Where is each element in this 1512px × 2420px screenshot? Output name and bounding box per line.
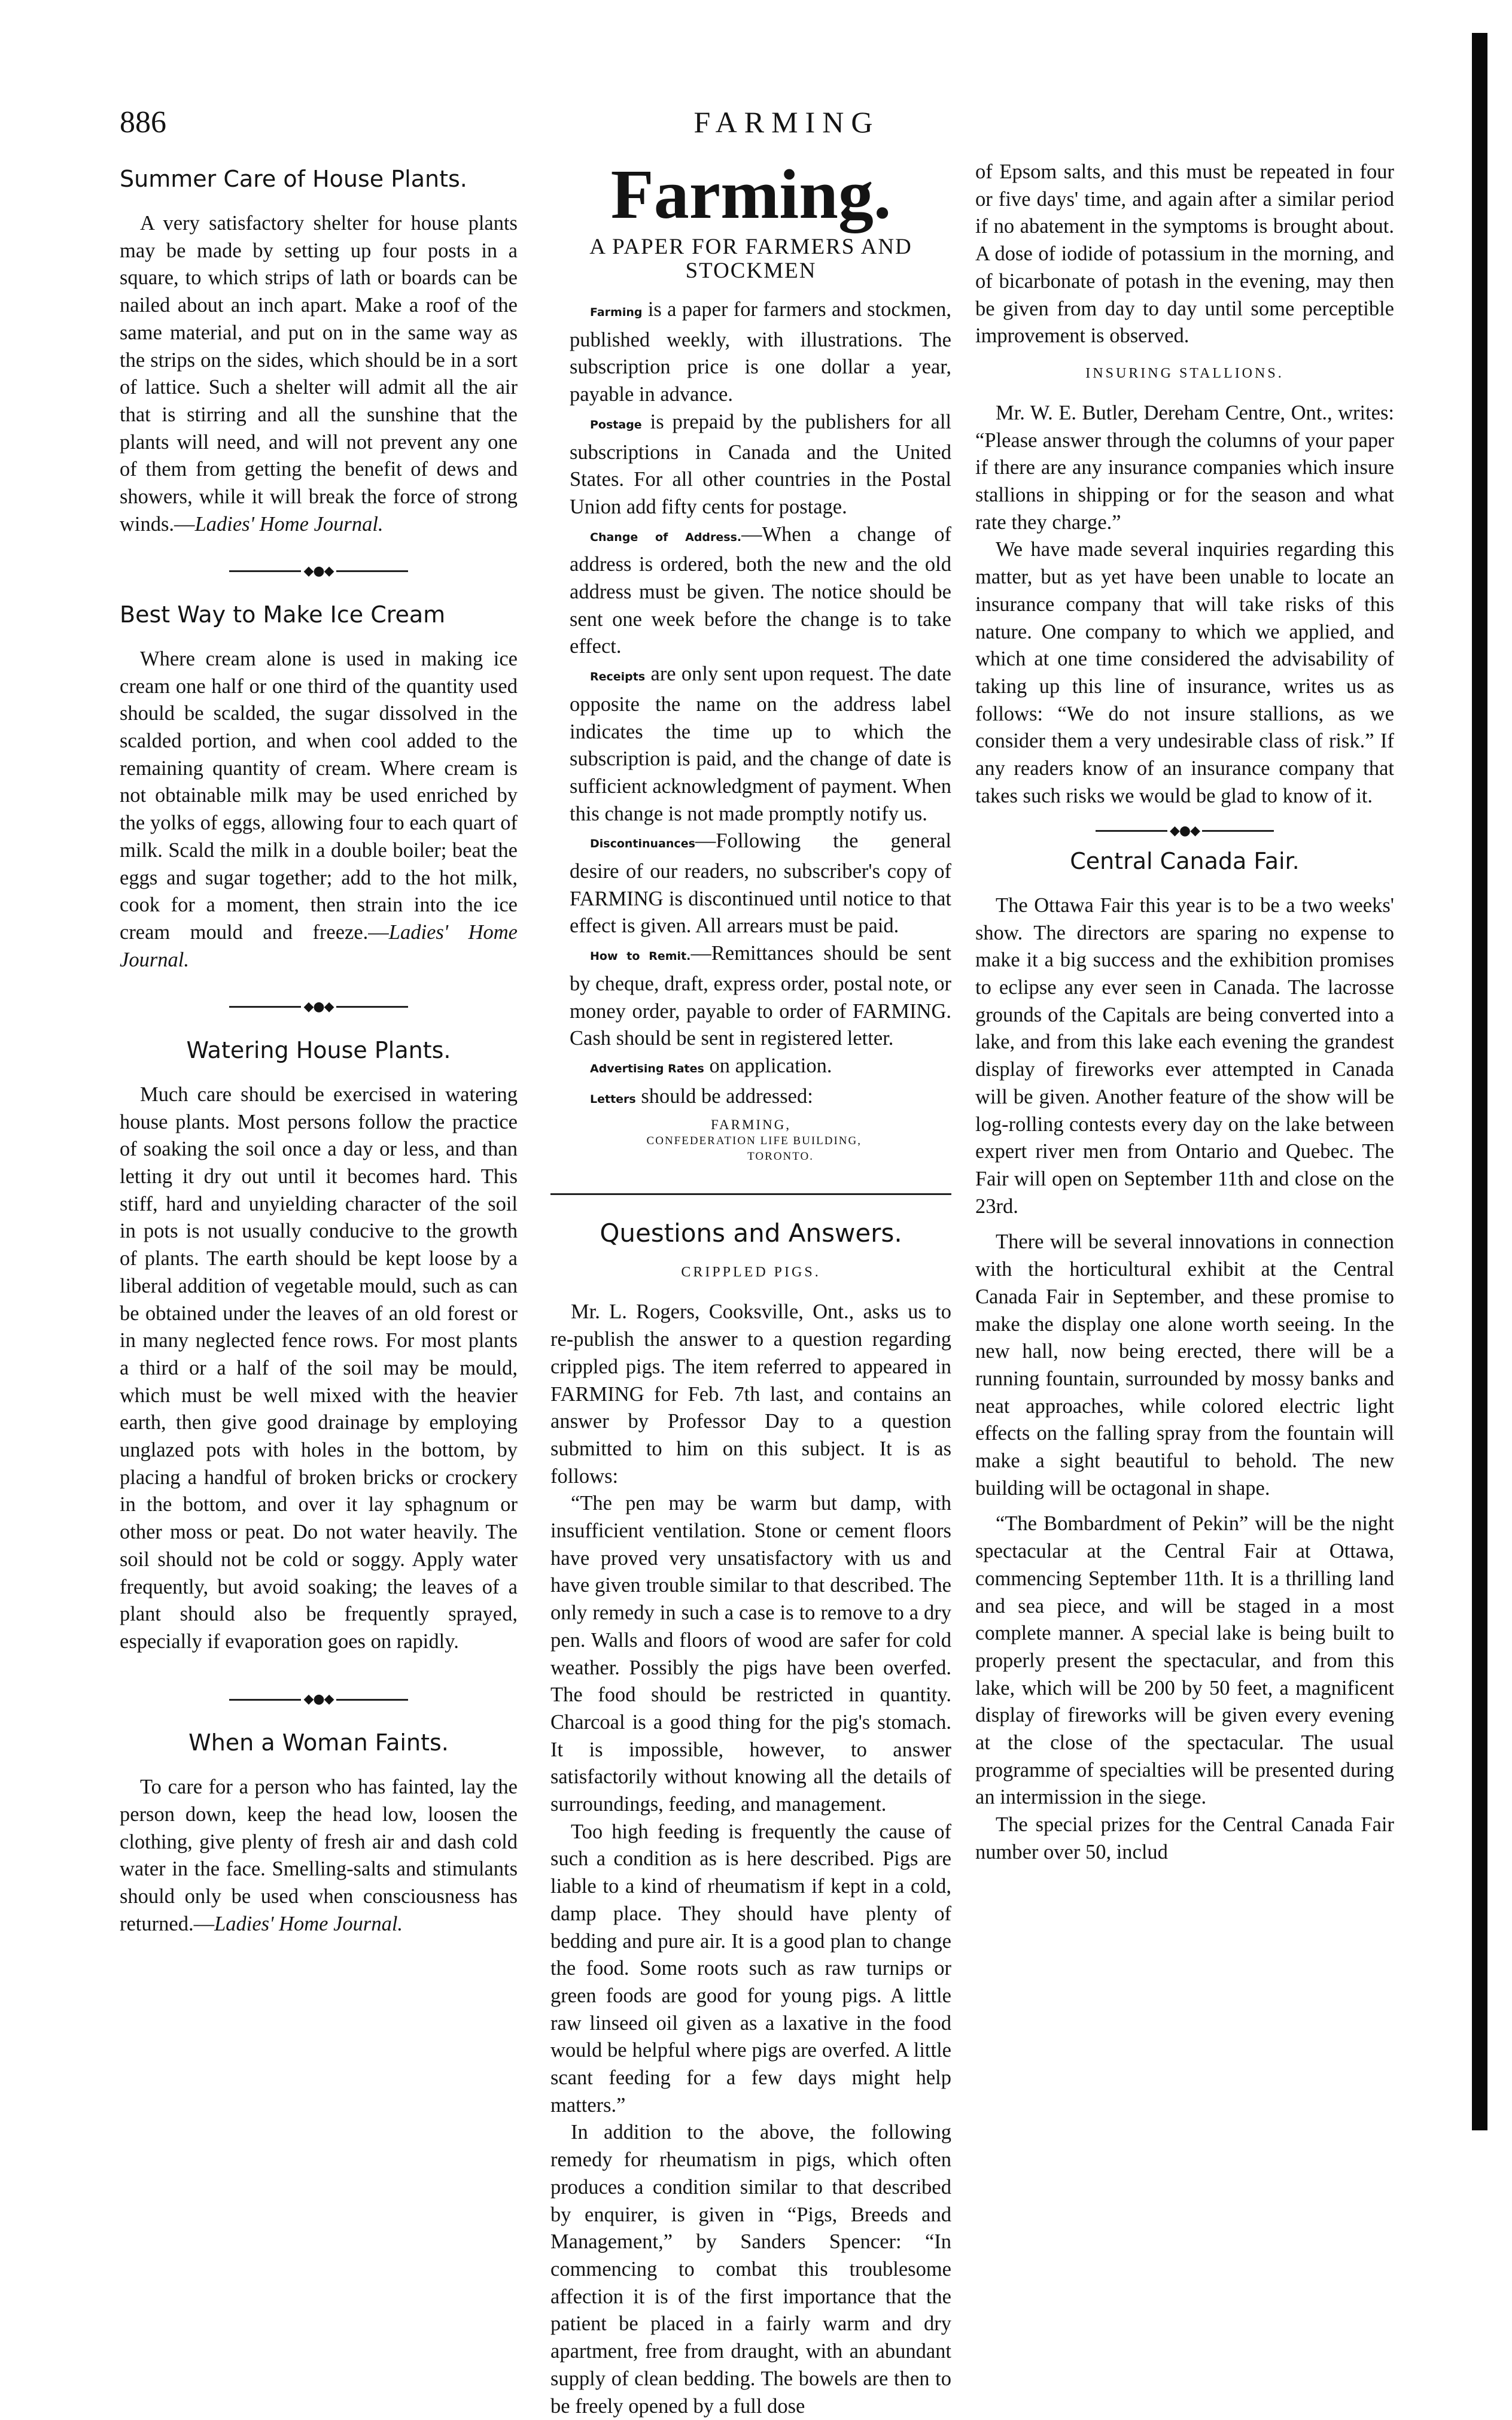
qa-paragraph: Mr. L. Rogers, Cooksville, Ont., asks us to re-publish the answer to a question regarding crippled pigs. The item referred to appeared in FARMING for Feb. 7th last, and contains an answer by Professor Day to a question submitted to him on this subject. It is as follows:: [550, 1300, 951, 1488]
article-title-faints: When a Woman Faints.: [188, 1729, 449, 1756]
qa-paragraph: In addition to the above, the following remedy for rheumatism in pigs, which often produces a condition similar to that described by enquirer, is given in “Pigs, Breeds and Management,” by Sanders Spencer: “In commencing to combat this troublesome affection it is of the first importance that the patient be placed in a fairly warm and dry apartment, free from draught, with an abundant supply of clean bedding. The bowels are then to be freely opened by a full dose: [550, 2121, 951, 2418]
publisher-name: FARMING,: [710, 1117, 792, 1133]
column-middle: [550, 155, 951, 2418]
insuring-paragraph: Mr. W. E. Butler, Dereham Centre, Ont., writes: “Please answer through the columns of your paper if there are any insurance companies which insure stallions in shipping or for the season and what rate they charge.”: [975, 401, 1394, 534]
faints-text: To care for a person who has fainted, lay the person down, keep the head low, loosen the clothing, give plenty of fresh air and dash cold water in the face. Smelling-salts and stimulants should only be used when consciousness has returned.—: [120, 1776, 518, 1935]
term-item: Farming is a paper for farmers and stockmen, published weekly, with illustrations. The subscription price is one dollar a year, payable in advance.: [570, 298, 951, 406]
publisher-address: CONFEDERATION LIFE BUILDING,: [646, 1135, 862, 1148]
page-number: 886: [120, 105, 166, 139]
summer-text: A very satisfactory shelter for house plants may be made by setting up four posts in a square, to which strips of lath or boards can be nailed about an inch apart. Make a roof of the same material, and put on in the same way as the strips on the sides, which should be in a sort of lattice. Such a shelter will admit all the air that is stirring and all the sunshine that the plants will need, and will not prevent any one of them from getting the benefit of dews and showers, while it will break the force of strong winds.—: [120, 212, 518, 536]
fair-paragraph: The special prizes for the Central Canada Fair number over 50, includ: [975, 1813, 1394, 1863]
section-title-qa: Questions and Answers.: [600, 1218, 902, 1248]
ice-cream-text: Where cream alone is used in making ice cream one half or one third of the quantity used should be scalded, the sugar dissolved in the scalded portion, and when cool added to the remaining quantity of cream. Where cream is not obtainable milk may be used enriched by the yolks of eggs, allowing four to each quart of milk. Scald the milk in a double boiler; beat the eggs and sugar together; add to the hot milk, cook for a moment, then strain into the ice cream mould and freeze.—: [120, 647, 518, 944]
separator-ornament: ◆●◆: [120, 563, 518, 579]
fair-paragraph: There will be several innovations in connection with the horticultural exhibit at the Central Canada Fair in September, and these promise to make the display one alone worth seeing. In the new hall, now being erected, there will be a running fountain, surrounded by mossy banks and neat approaches, while colored electric light effects on the falling spray from the fountain will make a sight beautiful to behold. The new building will be octagonal in shape.: [975, 1230, 1394, 1500]
article-body-ice-cream: [120, 646, 518, 974]
summer-source: Ladies' Home Journal.: [194, 512, 384, 536]
article-body-faints: [120, 1774, 518, 1938]
running-head: FARMING: [693, 105, 880, 139]
separator-ornament: ◆●◆: [120, 999, 518, 1014]
fair-paragraph: “The Bombardment of Pekin” will be the night spectacular at the Central Fair at Ottawa, commencing September 11th. It is a thrilling land and sea piece, and will be staged in a most complete manner. A special lake is being built to properly present the spectacular, and from this lake, which will be 200 by 50 feet, a magnificent display of fireworks will be given every evening at the close of the spectacular. The usual programme of specialties will be presented during an intermission in the siege.: [975, 1512, 1394, 1809]
page-edge-bar: [1472, 33, 1487, 2130]
ice-cream-source: Ladies' Home Journal.: [120, 920, 518, 971]
article-title-summer: Summer Care of House Plants.: [120, 166, 467, 192]
term-item: Postage is prepaid by the publishers for all subscriptions in Canada and the United States. For all other countries in the Postal Union add fifty cents for postage.: [570, 410, 951, 518]
qa-subhead: CRIPPLED PIGS.: [681, 1264, 821, 1281]
article-body-watering: Much care should be exercised in watering house plants. Most persons follow the practice of soaking the soil once a day or less, and than letting it dry out until it becomes hard. This stiff, hard and unyielding character of the soil in pots is not usually conducive to the growth of plants. The earth should be kept loose by a liberal addition of vegetable mould, such as can be obtained under the leaves of an old forest or in many neglected fence rows. For most plants a third or a half of the soil may be mould, which must be well mixed with the heavier earth, then give good drainage by employing unglazed pots with holes in the bottom, by placing a handful of broken bricks or crockery in the bottom, and over it lay sphagnum or other moss or peat. Do not water heavily. The soil should not be cold or soggy. Apply water frequently, but avoid soaking; the leaves of a plant should also be frequently sprayed, especially if evaporation goes on rapidly.: [120, 1083, 518, 1653]
qa-paragraph: Too high feeding is frequently the cause of such a condition as is here described. Pigs are liable to a kind of rheumatism if kept in a cold, damp place. They should have plenty of bedding and pure air. It is a good plan to change the food. Some roots such as raw turnips or green foods are good for young pigs. A little raw linseed oil given as a laxative in the food would be helpful where pigs are overfed. A little scant feeding for a few days might help matters.”: [550, 1820, 951, 2117]
column-left: [120, 159, 518, 2145]
separator-ornament: ◆●◆: [120, 1692, 518, 1707]
masthead-terms: [550, 296, 951, 1113]
term-item: Advertising Rates on application.: [590, 1054, 832, 1077]
masthead-title: Farming.: [610, 155, 892, 233]
insuring-paragraph: We have made several inquiries regarding this matter, but as yet have been unable to locate an insurance company that will take risks of this nature. One company to which we applied, and which at one time considered the advisability of taking up this line of insurance, writes us as follows: “We do not insure stallions, as we consider them a very undesirable class of risk.” If any readers know of an insurance company that takes such risks we would be glad to know of it.: [975, 538, 1394, 807]
term-item: Receipts are only sent upon request. The date opposite the name on the address label indicates the time up to which the subscription is paid, and the change of date is sufficient acknowledgment of payment. When this change is not made promptly notify us.: [570, 662, 951, 825]
page-header: [120, 105, 1454, 153]
term-item: How to Remit.—Remittances should be sent by cheque, draft, express order, postal note, or money order, payable to order of FARMING. Cash should be sent in registered letter.: [570, 942, 951, 1050]
column-right: [975, 159, 1394, 2145]
publisher-city: TORONTO.: [747, 1150, 814, 1163]
article-title-fair: Central Canada Fair.: [1070, 847, 1300, 874]
separator-ornament: ◆●◆: [975, 823, 1394, 838]
faints-source: Ladies' Home Journal.: [214, 1912, 403, 1935]
term-item: Discontinuances—Following the general desire of our readers, no subscriber's copy of FARMING is discontinued until notice to that effect is given. All arrears must be paid.: [570, 829, 951, 938]
masthead-subtitle: A PAPER FOR FARMERS AND STOCKMEN: [589, 235, 912, 283]
section-rule: [550, 1193, 951, 1195]
article-title-ice-cream: Best Way to Make Ice Cream: [120, 601, 446, 628]
article-title-watering: Watering House Plants.: [186, 1036, 451, 1063]
insuring-subhead: INSURING STALLIONS.: [1085, 365, 1284, 381]
qa-paragraph: “The pen may be warm but damp, with insufficient ventilation. Stone or cement floors have proved very unsatisfactory with us and have given trouble similar to that described. The only remedy in such a case is to remove to a dry pen. Walls and floors of wood are safer for cold weather. Possibly the pigs have been overfed. The food should be restricted in quantity. Charcoal is a good thing for the pig's stomach. It is impossible, however, to answer satisfactorily without knowing all the details of surroundings, feeding, and management.: [550, 1492, 951, 1816]
article-body-summer: [120, 210, 518, 538]
fair-paragraph: The Ottawa Fair this year is to be a two weeks' show. The directors are sparing no expense to make it a big success and the exhibition promises to eclipse any ever seen in Canada. The lacrosse grounds of the Capitals are being converted into a lake, and from this lake each evening the grandest display of fireworks ever attempted in Canada will be given. Another feature of the show will be log-rolling contests every day on the lake between expert river men from Ontario and Quebec. The Fair will open on September 11th and close on the 23rd.: [975, 893, 1394, 1218]
qa-continuation: of Epsom salts, and this must be repeated in four or five days' time, and again after a similar period if no abatement in the symptoms is brought about. A dose of iodide of potassium in the morning, and of bicarbonate of potash in the evening, may then be given from day to day until some perceptible improvement is observed.: [975, 160, 1394, 348]
term-item: Letters should be addressed:: [590, 1084, 813, 1108]
term-item: Change of Address.—When a change of address is ordered, both the new and the old address must be given. The notice should be sent one week before the change is to take effect.: [570, 522, 951, 658]
